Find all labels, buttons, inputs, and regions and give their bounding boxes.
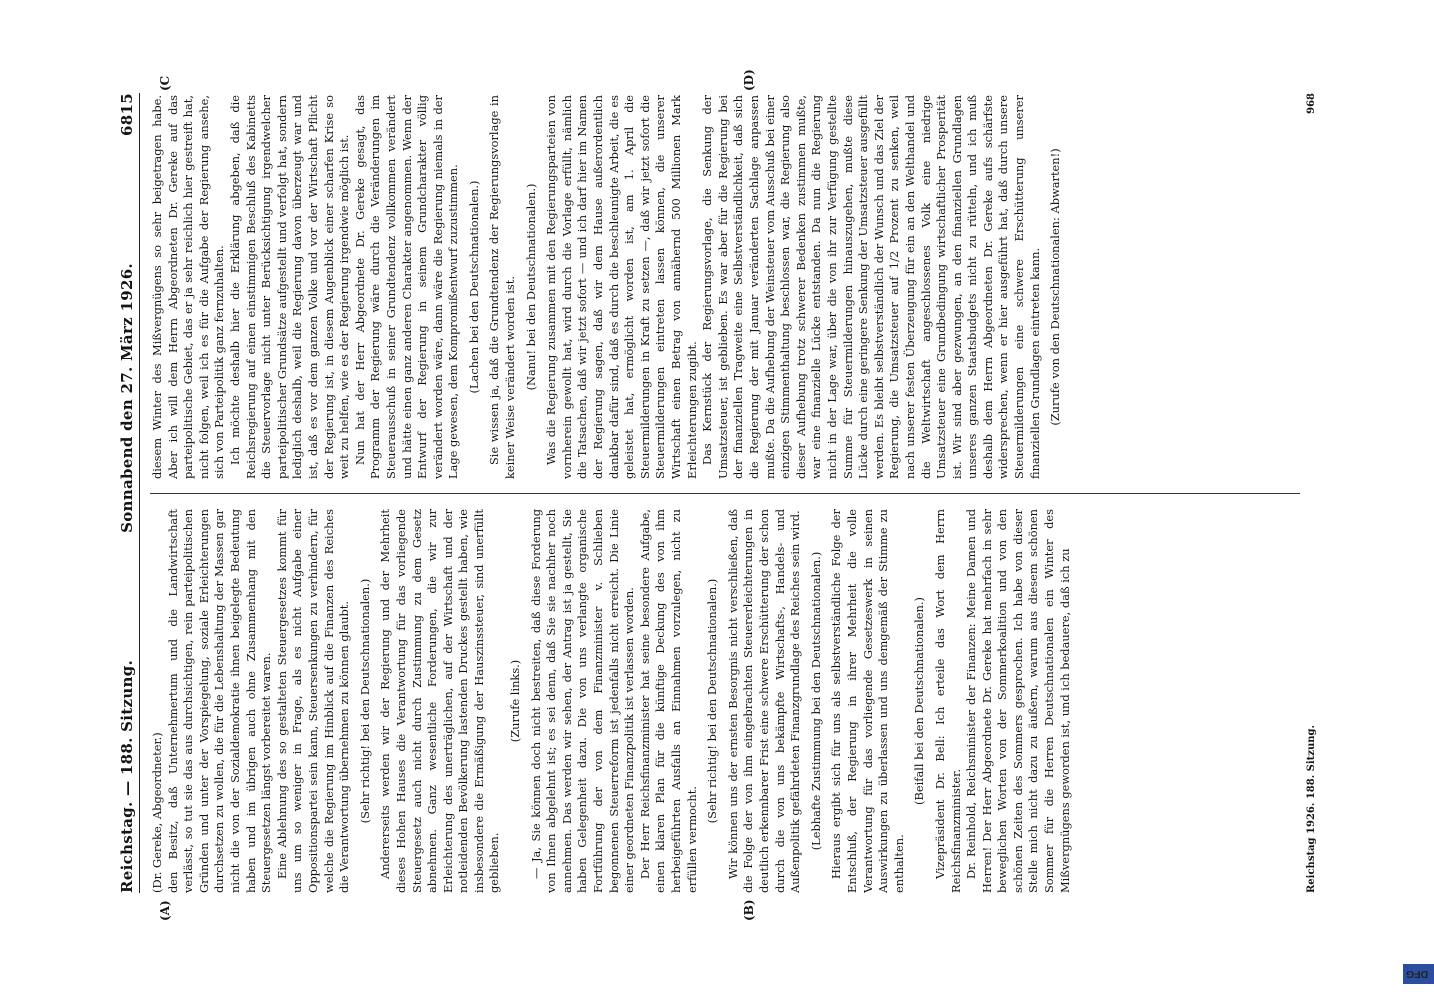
page-content — [106, 69, 1324, 921]
footer-signature: 968 — [1306, 93, 1317, 114]
footer-left: Reichstag 1926. 188. Sitzung. — [1306, 725, 1317, 893]
margin-letter-b: (B) — [742, 899, 756, 921]
paragraph: Was die Regierung zusammen mit den Regierungsparteien von vornherein gewollt hat, wird durch die Vorlage erfüllt, nämlich die Tatsachen, daß wir jetzt sofort — und ich darf hier im Namen der Regierung sagen, daß wir dem Hause außerordentlich dankbar dafür sind, daß es durch die beschleunigte Arbeit, die es geleistet hat, ermöglicht worden ist, am 1. April die Steuermilderungen in Kraft zu setzen —, daß wir jetzt sofort die Steuermilderungen eintreten lassen können, die unserer Wirtschaft einen Betrag von annähernd 500 Millionen Mark Erleichterungen zugibt. — [544, 95, 699, 479]
paragraph: Andererseits werden wir der Regierung und der Mehrheit dieses Hohen Hauses die Verantwortung für das vorliegende Steuergesetz auch nicht durch Zustimmung zu dem Gesetz abnehmen. Ganz wesentliche Forderungen, die wir zur Erleichterung des unerträglichen, auf der Wirtschaft und der notleidenden Bevölkerung lastenden Druckes gestellt haben, wie insbesondere die Ermäßigung der Hauszinssteuer, sind unerfüllt geblieben. — [378, 509, 502, 893]
paragraph: (Zurufe links.) — [508, 659, 523, 743]
paragraph: (Sehr richtig! bei den Deutschnationalen.) — [705, 578, 720, 824]
paragraph: Hieraus ergibt sich für uns als selbstverständliche Folge der Entschluß, der Regierung in ihrer Mehrheit die volle Verantwortung für das vorliegende Gesetzeswerk in seinen Auswirkungen zu überlassen und uns demgemäß der Stimme zu enthalten. — [829, 509, 906, 893]
paragraph: Nun hat der Herr Abgeordnete Dr. Gereke gesagt, das Programm der Regierung wäre durch die Veränderungen im Steuerausschuß in seiner Grundtendenz vollkommen verändert und hätte einen ganz anderen Charakter angenommen. Wenn der Entwurf der Regierung in seinem Grundcharakter völlig verändert worden wäre, dann wäre die Regierung niemals in der Lage gewesen, dem Kompromißentwurf zuzustimmen. — [352, 95, 461, 479]
paragraph: diesem Winter des Mißvergnügens so sehr beigetragen habe. Aber ich will dem Herrn Abgeordneten Dr. Gereke auf das parteipolitische Gebiet, das er ja sehr reichlich hier gestreift hat, nicht folgen, weil ich es für die Aufgabe der Regierung ansehe, sich von Parteipolitik ganz fernzuhalten. — [150, 95, 227, 479]
left-column — [150, 509, 1300, 893]
paragraph: — Ja, Sie können doch nicht bestreiten, daß diese Forderung von Ihnen abgelehnt ist; es sei denn, daß Sie sie nachher noch annehmen. Das werden wir sehen, der Antrag ist ja gestellt, Sie haben Gelegenheit dazu. Die von uns verlangte organische Fortführung der von dem Finanzminister v. Schlieben begonnenen Steuerreform ist jedenfalls nicht erreicht. Die Linie einer geordneten Finanzpolitik ist verlassen worden. — [528, 509, 637, 893]
dfg-logo: DFG — [1403, 964, 1434, 984]
page-footer — [1306, 93, 1317, 893]
rotated-page — [106, 69, 1324, 921]
paragraph: (Dr. Gereke, Abgeordneter.) — [150, 732, 164, 893]
paragraph: (Lebhafte Zustimmung bei den Deutschnationalen.) — [808, 551, 823, 851]
paragraph: Ich möchte deshalb hier die Erklärung abgeben, daß die Reichsregierung auf einen einstimmigen Beschluß des Kabinetts die Steuervorlage nicht unter Berücksichtigung irgendwelcher parteipolitischer Grundsätze aufgestellt und verfolgt hat, sondern lediglich deshalb, weil die Regierung davon überzeugt war und ist, daß es vor dem ganzen Volke und vor der Wirtschaft Pflicht der Regierung ist, in diesem Augenblick einer scharfen Krise so weit zu helfen, wie es der Regierung irgendwie möglich ist. — [227, 95, 352, 479]
paragraph: (Sehr richtig! bei den Deutschnationalen.) — [357, 578, 372, 824]
paragraph: den Besitz, daß Unternehmertum und die Landwirtschaft verlässt, so tut sie das aus durchsichtigen, rein parteipolitischen Gründen und unter der Vorspiegelung, soziale Erleichterungen durchsetzen zu wollen, die für die Lebenshaltung der Massen gar nicht die von der Sozialdemokratie ihnen beigelegte Bedeutung haben und im übrigen auch ohne Zusammenhang mit den Steuergesetzen längst vorbereitet waren. — [165, 509, 274, 893]
header-left: Reichstag. — 188. Sitzung. — [118, 659, 136, 893]
paragraph: (Beifall bei den Deutschnationalen.) — [912, 597, 927, 805]
margin-letter-a: (A) — [158, 900, 172, 921]
paragraph: Vizepräsident Dr. Bell: Ich erteile das Wort dem Herrn Reichsfinanzminister. — [932, 509, 963, 893]
page-header — [106, 93, 140, 893]
column-divider — [150, 493, 1300, 494]
paragraph: Eine Ablehnung des so gestalteten Steuergesetzes kommt für uns um so weniger in Frage, als es nicht Aufgabe einer Oppositionspartei sein kann, Steuersenkungen zu verhindern, für welche die Regierung im Hinblick auf die Finanzen des Reiches die Verantwortung übernehmen zu können glaubt. — [274, 509, 352, 893]
paragraph: Das Kernstück der Regierungsvorlage, die Senkung der Umsatzsteuer, ist geblieben. Es war aber für die Regierung bei der finanziellen Tragweite eine Selbstverständlichkeit, daß sich die Regierung der mit Januar veränderten Sachlage anpassen mußte. Da die Aufhebung der Weinsteuer vom Ausschuß bei einer einzigen Stimmenthaltung beschlossen war, die Regierung also dieser Aufhebung trotz schwerer Bedenken zustimmen mußte, war eine finanzielle Lücke entstanden. Da nun die Regierung nicht in der Lage war, über die von ihr zur Verfügung gestellte Summe für Steuermilderungen hinauszugehen, mußte diese Lücke durch eine geringere Senkung der Umsatzsteuer ausgefüllt werden. Es bleibt selbstverständlich der Wunsch und das Ziel der Regierung, die Umsatzsteuer auf 1/2 Prozent zu senken, weil nach unserer festen Überzeugung für ein an den Welthandel und die Weltwirtschaft angeschlossenes Volk eine niedrige Umsatzsteuer eine Grundbedingung wirtschaftlicher Prosperität ist. Wir sind aber gezwungen, an den finanziellen Grundlagen unseres ganzen Staatsbudgets nicht zu rütteln, und ich muß deshalb dem Herrn Abgeordneten Dr. Gereke aufs schärfste widersprechen, wenn er hier ausgeführt hat, daß durch unsere Steuermilderungen eine schwere Erschütterung unserer finanziellen Grundlagen eintreten kann. — [700, 95, 1042, 479]
paragraph: Der Herr Reichsfinanzminister hat seine besondere Aufgabe, einen klaren Plan für die künftige Deckung des von ihm herbeigeführten Ausfalls an Einnahmen vorzulegen, nicht zu erfüllen vermocht. — [637, 509, 699, 893]
digitization-note — [1406, 12, 1429, 988]
paragraph: (Lachen bei den Deutschnationalen.) — [466, 180, 481, 394]
margin-letter-d: (D) — [742, 69, 756, 91]
paragraph: Dr. Reinhold, Reichsminister der Finanzen: Meine Damen und Herren! Der Herr Abgeordnete Dr. Gereke hat mehrfach in sehr beweglichen Worten von der Sommerkoalition und von den schönen Zeiten des Sommers gesprochen. Ich habe von dieser Stelle mich nicht dazu zu äußern, warum aus diesem schönen Sommer für die Herren Deutschnationalen ein Winter des Mißvergnügens geworden ist, und ich bedauere, daß ich zu — [964, 509, 1072, 893]
paragraph: Wir können uns der ernsten Besorgnis nicht verschließen, daß die Folge der von ihm eingebrachten Steuererleichterungen in deutlich erkennbarer Frist eine schwere Erschütterung der schon durch die von uns bekämpfte Wirtschafts-, Handels- und Außenpolitik gefährdeten Finanzgrundlage des Reiches sein wird. — [725, 509, 803, 893]
right-column — [150, 95, 1300, 479]
header-date: Sonnabend den 27. März 1926. — [118, 263, 136, 533]
paragraph: Sie wissen ja, daß die Grundtendenz der Regierungsvorlage in keiner Weise verändert worden ist. — [487, 95, 518, 479]
paragraph: (Zurufe von den Deutschnationalen: Abwarten!) — [1048, 148, 1063, 426]
page-number: 6815 — [118, 93, 136, 136]
paragraph: (Nanu! bei den Deutschnationalen.) — [523, 183, 538, 391]
margin-letter-c: (C — [158, 75, 172, 91]
